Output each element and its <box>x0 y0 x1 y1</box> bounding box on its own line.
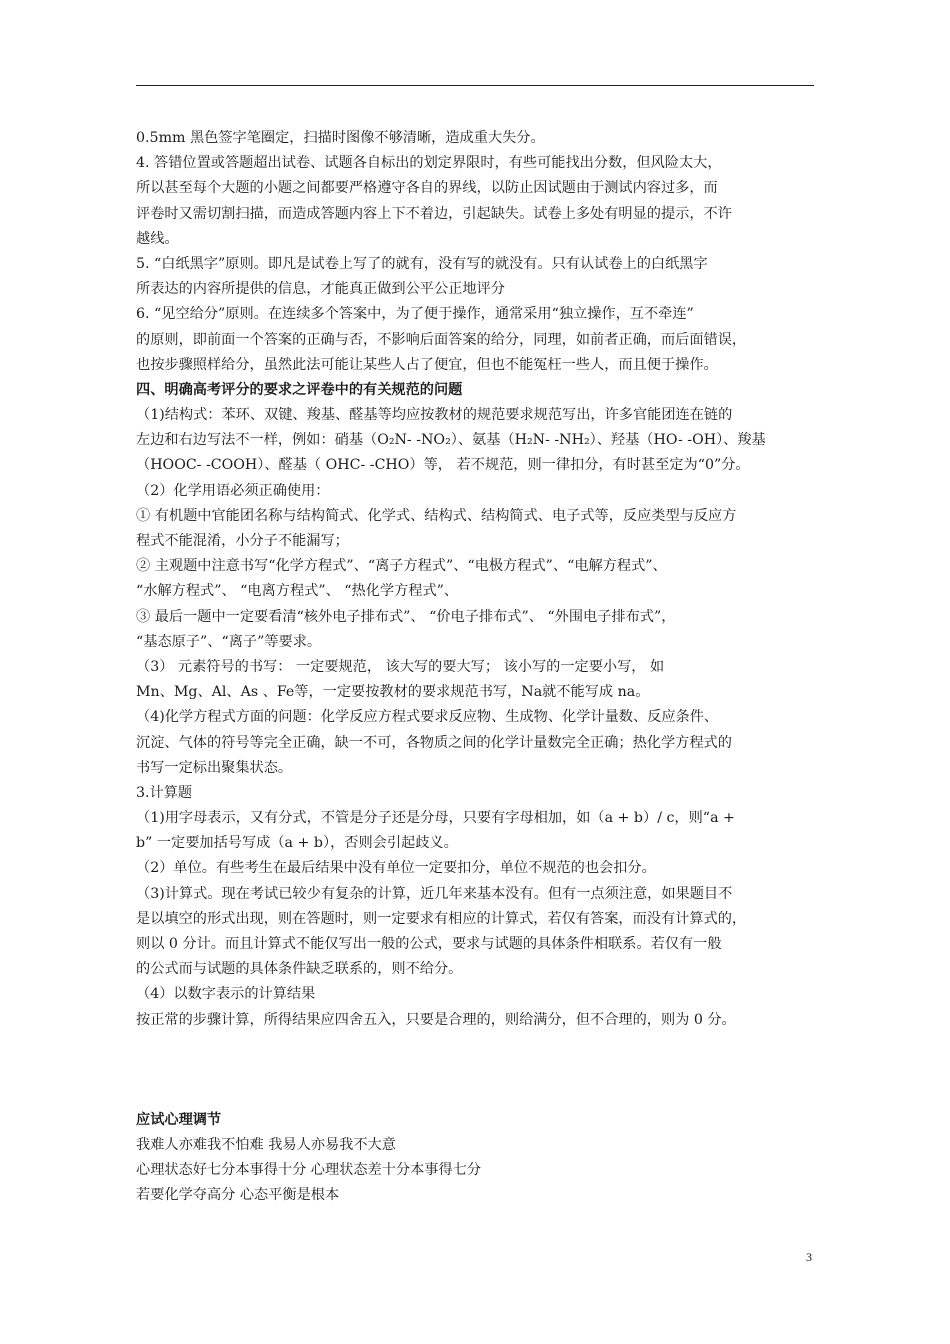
header-rule <box>136 85 814 86</box>
text-line: b” 一定要加括号写成（a + b），否则会引起歧义。 <box>136 835 458 852</box>
text-line: 的公式而与试题的具体条件缺乏联系的，则不给分。 <box>136 961 463 978</box>
spacer <box>136 1033 816 1108</box>
text-line: 4. 答错位置或答题超出试卷、试题各自标出的划定界限时，有些可能找出分数，但风险太大， <box>136 155 722 172</box>
text-line: 5. “白纸黑字”原则。即凡是试卷上写了的就有，没有写的就没有。只有认试卷上的白纸黑字 <box>136 255 708 272</box>
text-line: 0.5mm 黑色签字笔圈定，扫描时图像不够清晰，造成重大失分。 <box>136 130 545 146</box>
text-line: Mn、Mg、Al、As 、Fe等，一定要按教材的要求规范书写，Na就不能写成 na。 <box>136 684 650 701</box>
text-line: 也按步骤照样给分，虽然此法可能让某些人占了便宜，但也不能冤枉一些人，而且便于操作。 <box>136 356 718 373</box>
section-heading: 四、明确高考评分的要求之评卷中的有关规范的问题 <box>136 381 463 398</box>
text-line: 则以 0 分计。而且计算式不能仅写出一般的公式，要求与试题的具体条件相联系。若仅有一般 <box>136 936 722 952</box>
text-line: 左边和右边写法不一样，例如：硝基（O₂N- -NO₂）、氨基（H₂N- -NH₂）、羟基（HO- -OH）、羧基 <box>136 432 766 449</box>
text-line: 的原则，即前面一个答案的正确与否，不影响后面答案的给分，同理，如前者正确，而后面错误， <box>136 331 747 348</box>
text-line: （4）以数字表示的计算结果 <box>136 986 316 1003</box>
text-line: “水解方程式”、 “电离方程式”、 “热化学方程式”、 <box>136 583 459 600</box>
text-line: 按正常的步骤计算，所得结果应四舍五入，只要是合理的，则给满分，但不合理的，则为 0 分。 <box>136 1011 736 1028</box>
text-line: （2）化学用语必须正确使用： <box>136 482 330 499</box>
closing-line: 若要化学夺高分 心态平衡是根本 <box>136 1187 340 1204</box>
text-line: （3)计算式。现在考试已较少有复杂的计算，近几年来基本没有。但有一点须注意，如果题目不 <box>136 885 733 902</box>
text-line: （2）单位。有些考生在最后结果中没有单位一定要扣分，单位不规范的也会扣分。 <box>136 860 656 877</box>
text-line: 所表达的内容所提供的信息，才能真正做到公平公正地评分 <box>136 281 505 298</box>
page-number: 3 <box>806 1250 812 1264</box>
closing-line: 我难人亦难我不怕难 我易人亦易我不大意 <box>136 1136 396 1153</box>
text-line: 6. “见空给分”原则。在连续多个答案中，为了便于操作，通常采用“独立操作，互不牵连” <box>136 306 694 323</box>
text-line: 程式不能混淆，小分子不能漏写； <box>136 533 349 549</box>
text-line: （3） 元素符号的书写： 一定要规范， 该大写的要大写； 该小写的一定要小写， 如 <box>136 658 665 675</box>
document-body <box>136 126 816 1209</box>
text-line: （HOOC- -COOH）、醛基（ OHC- -CHO）等， 若不规范，则一律扣分，有时甚至定为“0”分。 <box>136 457 750 474</box>
text-line: 沉淀、气体的符号等完全正确，缺一不可，各物质之间的化学计量数完全正确；热化学方程式的 <box>136 734 732 751</box>
text-line: 是以填空的形式出现，则在答题时，则一定要求有相应的计算式，若仅有答案，而没有计算式的， <box>136 910 747 927</box>
text-line: 所以甚至每个大题的小题之间都要严格遵守各自的界线，以防止因试题由于测试内容过多，而 <box>136 180 718 197</box>
text-line: （4)化学方程式方面的问题：化学反应方程式要求反应物、生成物、化学计量数、反应条件、 <box>136 709 719 726</box>
text-line: “基态原子”、“离子”等要求。 <box>136 633 322 650</box>
text-line: 书写一定标出聚集状态。 <box>136 759 293 776</box>
closing-heading: 应试心理调节 <box>136 1111 222 1128</box>
text-line: 评卷时又需切割扫描，而造成答题内容上下不着边，引起缺失。试卷上多处有明显的提示，不许 <box>136 205 732 222</box>
text-line: （1)用字母表示，又有分式，不管是分子还是分母，只要有字母相加，如（a + b）/ c，则“a + <box>136 810 735 827</box>
text-line: ③ 最后一题中一定要看清“核外电子排布式”、 “价电子排布式”、 “外围电子排布式”， <box>136 608 676 625</box>
text-line: 3.计算题 <box>136 784 193 801</box>
text-line: ② 主观题中注意书写“化学方程式”、“离子方程式”、“电极方程式”、“电解方程式”、 <box>136 558 667 575</box>
text-line: 越线。 <box>136 230 179 247</box>
closing-line: 心理状态好七分本事得十分 心理状态差十分本事得七分 <box>136 1162 482 1179</box>
text-line: （1)结构式：苯环、双键、羧基、醛基等均应按教材的规范要求规范写出，许多官能团连在链的 <box>136 407 733 424</box>
text-line: ① 有机题中官能团名称与结构简式、化学式、结构式、结构简式、电子式等，反应类型与反应方 <box>136 507 737 524</box>
